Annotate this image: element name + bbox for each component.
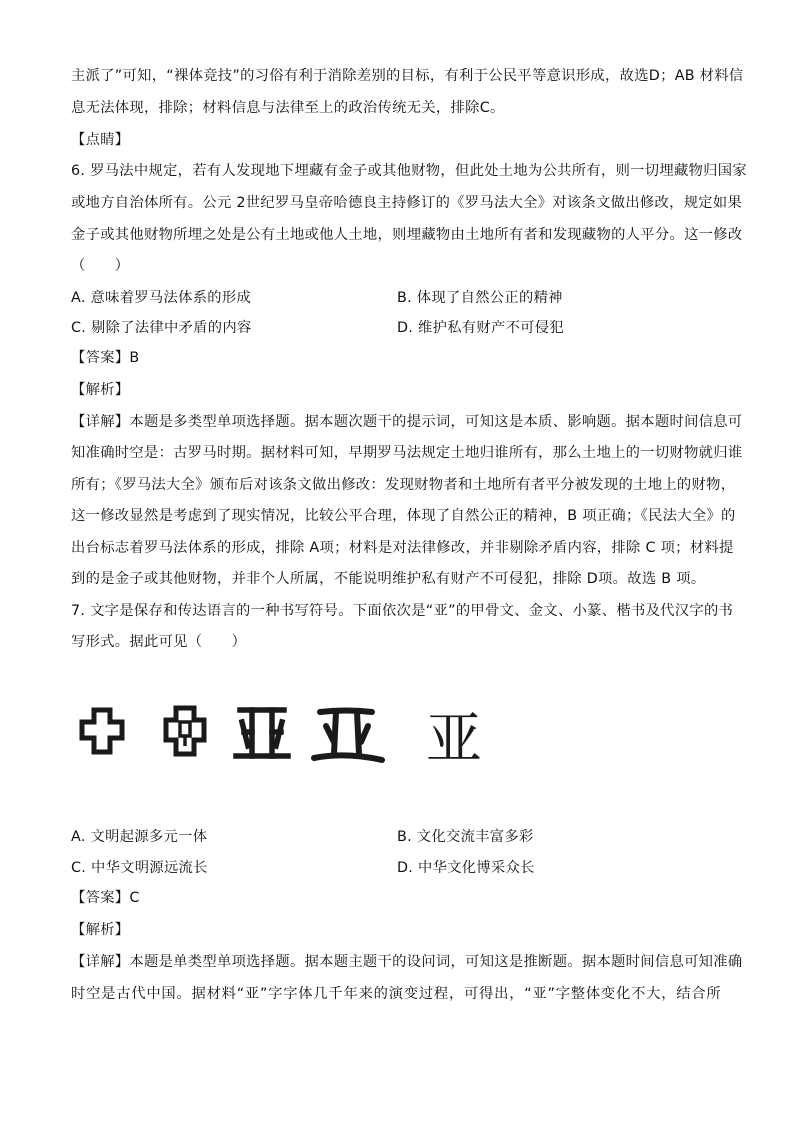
option-d: D. 中华文化博采众长 (397, 860, 535, 876)
analysis-line: 所有；《罗马法大全》颁布后对该条文做出修改：发现财物者和土地所有者平分被发现的土地上的财物， (71, 477, 736, 493)
option-c: C. 中华文明源远流长 (71, 860, 208, 876)
question-6-stem: 6. 罗马法中规定，若有人发现地下埋藏有金子或其他财物，但此处土地为公共所有，则一切埋藏物归国家 (71, 163, 747, 179)
analysis-line: 知准确时空是：古罗马时期。据材料可知，早期罗马法规定土地归谁所有，那么土地上的一切财物就归谁 (71, 445, 743, 461)
paragraph-line: 主派了”可知，“裸体竞技”的习俗有利于消除差别的目标，有利于公民平等意识形成，故选D；AB 材料信 (71, 68, 744, 84)
clerical-glyph (314, 711, 382, 761)
analysis-line: 这一修改显然是考虑到了现实情况，比较公平合理，体现了自然公正的精神，B 项正确；《民法大全》的 (71, 508, 736, 524)
analysis-line: 出台标志着罗马法体系的形成，排除 A项；材料是对法律修改，并非剔除矛盾内容，排除 C 项；材料提 (71, 540, 734, 556)
paragraph-line: 息无法体现，排除；材料信息与法律至上的政治传统无关，排除C。 (71, 100, 505, 116)
option-b: B. 文化交流丰富多彩 (397, 829, 534, 845)
analysis-line: 【详解】本题是多类型单项选择题。据本题次题干的提示词，可知这是本质、影响题。据本题时间信息可 (71, 414, 743, 430)
oracle-bone-glyph (82, 710, 122, 752)
answer-blank: （ ） (71, 258, 130, 274)
option-a: A. 意味着罗马法体系的形成 (71, 290, 252, 306)
question-6-stem: 金子或其他财物所埋之处是公有土地或他人土地，则埋藏物由土地所有者和发现藏物的人平分。这一修改 (71, 227, 743, 243)
analysis-line: 到的是金子或其他财物，并非个人所属，不能说明维护私有财产不可侵犯，排除 D项。故选 B 项。 (71, 571, 706, 587)
question-7-stem: 写形式。据此可见（ ） (71, 634, 247, 650)
analysis-label: 【解析】 (71, 922, 130, 938)
small-seal-glyph (236, 710, 288, 756)
answer-label: 【答案】C (71, 890, 140, 906)
option-c: C. 剔除了法律中矛盾的内容 (71, 320, 252, 336)
character-evolution-figure (76, 696, 486, 776)
option-d: D. 维护私有财产不可侵犯 (397, 320, 564, 336)
option-a: A. 文明起源多元一体 (71, 829, 208, 845)
question-7-stem: 7. 文字是保存和传达语言的一种书写符号。下面依次是“亚”的甲骨文、金文、小篆、楷书及代汉字的书 (71, 603, 734, 619)
analysis-line: 【详解】本题是单类型单项选择题。据本题主题干的设问词，可知这是推断题。据本题时间信息可知准确 (71, 954, 743, 970)
answer-label: 【答案】B (71, 350, 140, 366)
option-b: B. 体现了自然公正的精神 (397, 290, 563, 306)
analysis-line: 时空是古代中国。据材料“亚”字字体几千年来的演变过程，可得出，“亚”字整体变化不大，结合所 (71, 986, 721, 1002)
section-heading: 【点睛】 (71, 132, 130, 148)
question-6-stem: 或地方自治体所有。公元 2世纪罗马皇帝哈德良主持修订的《罗马法大全》对该条文做出修改，规定如果 (71, 195, 743, 211)
bronze-glyph (166, 708, 204, 754)
analysis-label: 【解析】 (71, 382, 130, 398)
regular-script-glyph: 亚 (426, 707, 482, 772)
